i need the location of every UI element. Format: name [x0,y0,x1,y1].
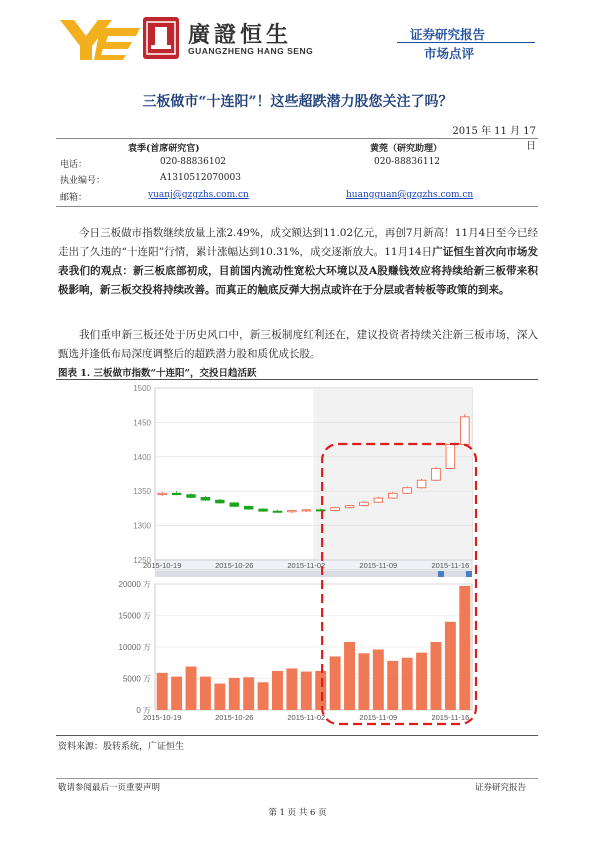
volume-bar [387,661,398,710]
volume-x-tick-label: 2015-10-26 [215,713,254,722]
author-name-right: 黄莞（研究助理） [370,144,443,154]
price-x-tick-label: 2015-11-02 [287,561,326,570]
report-type: 证券研究报告 [410,27,486,42]
license-number: A1310512070003 [160,173,241,183]
candle-body [201,497,210,500]
volume-tick-label: 20000 万 [118,580,151,589]
volume-bar [431,642,442,710]
candle-body [446,444,455,468]
navigator-track [155,571,472,577]
volume-bar [459,586,470,710]
header-divider [397,42,535,43]
candle-body [432,468,441,480]
candle-body [216,500,225,503]
volume-bar [416,653,427,710]
volume-bar [315,671,326,710]
volume-bar [445,622,456,710]
candle-body [460,417,469,445]
candle-body [244,506,253,509]
email-link-left[interactable]: yuanj@gzgzhs.com.cn [148,190,249,200]
candle-body [403,488,412,494]
price-tick-label: 1450 [133,418,151,428]
paragraph-1 [58,224,538,300]
volume-bar [272,671,283,710]
volume-bar [330,656,341,710]
candle-body [259,509,268,511]
price-tick-label: 1400 [133,452,151,462]
phone-right: 020-88836112 [374,157,441,167]
candle-body [374,498,383,502]
email-link-right[interactable]: huangguan@gzgzhs.com.cn [346,190,474,200]
price-tick-label: 1350 [133,487,151,497]
figure-source: 资料来源：股转系统，广证恒生 [58,742,185,752]
volume-tick-label: 0 万 [136,706,151,715]
candle-body [158,493,167,494]
phone-left: 020-88836102 [160,157,227,167]
candle-body [187,495,196,498]
candle-body [288,510,297,511]
footer-divider [56,778,538,779]
page-number: 第 1 页 共 6 页 [268,808,327,818]
email-label: 邮箱： [60,193,88,203]
author-divider-bottom [56,206,538,207]
price-tick-label: 1500 [133,384,151,393]
candle-body [417,480,426,488]
navigator-handle-right [466,571,472,577]
volume-bar [229,678,240,710]
price-tick-label: 1250 [133,556,151,565]
author-name-left: 袁季(首席研究官) [128,144,200,154]
navigator-handle-left [438,571,444,577]
candle-body [345,506,354,508]
volume-bar [301,672,312,710]
candle-body [172,493,181,494]
page-title: 三板做市“十连阳”！这些超跌潜力股您关注了吗？ [142,94,453,110]
price-shaded-region [314,388,473,560]
volume-x-tick-label: 2015-11-02 [287,713,326,722]
volume-tick-label: 10000 万 [118,643,151,652]
company-logo-icon [60,18,140,62]
phone-label: 电话： [60,160,88,170]
candle-body [316,510,325,511]
price-x-tick-label: 2015-10-26 [215,561,254,570]
paragraph-2: 我们重申新三板还处于历史风口中，新三板制度红利还在，建议投资者持续关注新三板市场，深入甄选并逢低布局深度调整后的超跌潜力股和质优成长股。 [58,329,538,360]
volume-bar [157,673,168,710]
figure-title: 图表 1. 三板做市指数“十连阳”，交投日趋活跃 [58,368,257,379]
volume-bar [200,677,211,710]
volume-bar [186,667,197,710]
volume-bar [171,677,182,710]
volume-bar [344,642,355,710]
figure-divider-top [56,379,538,380]
volume-x-tick-label: 2015-11-09 [359,713,398,722]
index-chart [100,384,480,730]
volume-tick-label: 5000 万 [122,674,151,684]
brand-name-cn: 廣證恒生 [188,23,293,48]
volume-bar [402,658,413,710]
volume-bar [243,677,254,710]
volume-x-tick-label: 2015-10-19 [143,713,182,722]
candle-body [331,508,340,511]
figure-divider-bottom [56,735,538,736]
volume-bar [373,650,384,710]
volume-tick-label: 15000 万 [118,611,151,621]
volume-x-tick-label: 2015-11-16 [431,713,470,722]
price-x-tick-label: 2015-11-16 [431,561,470,570]
price-tick-label: 1300 [133,521,151,531]
brand-name-en: GUANGZHENG HANG SENG [188,46,314,56]
seal-logo-icon [142,16,180,60]
license-label: 执业编号： [60,176,106,186]
candle-body [302,510,311,511]
volume-bar [214,684,225,710]
report-date: 2015 年 11 月 17 日 [452,126,536,152]
footer-disclaimer: 敬请参阅最后一页重要声明 [58,783,161,793]
candle-body [273,511,282,512]
price-x-tick-label: 2015-10-19 [143,561,182,570]
candle-body [230,503,239,506]
volume-bar [358,653,369,710]
volume-bar [286,668,297,710]
paragraph-1-text: 今日三板做市指数继续放量上涨2.49%，成交额达到11.02亿元，再创7月新高！11月4日至今已经走出了久违的“十连阳”行情，累计涨幅达到10.31%，成交逐渐放大。11月14日 [58,227,538,258]
price-x-tick-label: 2015-11-09 [359,561,398,570]
author-divider-top [56,138,538,139]
candle-body [360,502,369,505]
paragraph-1-bold: 广证恒生首次向市场发表我们的观点：新三板底部初成，目前国内流动性宽松大环境以及A股赚钱效应将持续给新三板带来积极影响，新三板交投将持续改善。而真正的触底反弹大拐点或许在于分层或者转板等政策的到来。 [58,246,538,296]
report-subtype: 市场点评 [424,46,475,61]
footer-report-type: 证券研究报告 [475,783,527,793]
volume-bar [258,682,269,710]
candle-body [388,493,397,498]
